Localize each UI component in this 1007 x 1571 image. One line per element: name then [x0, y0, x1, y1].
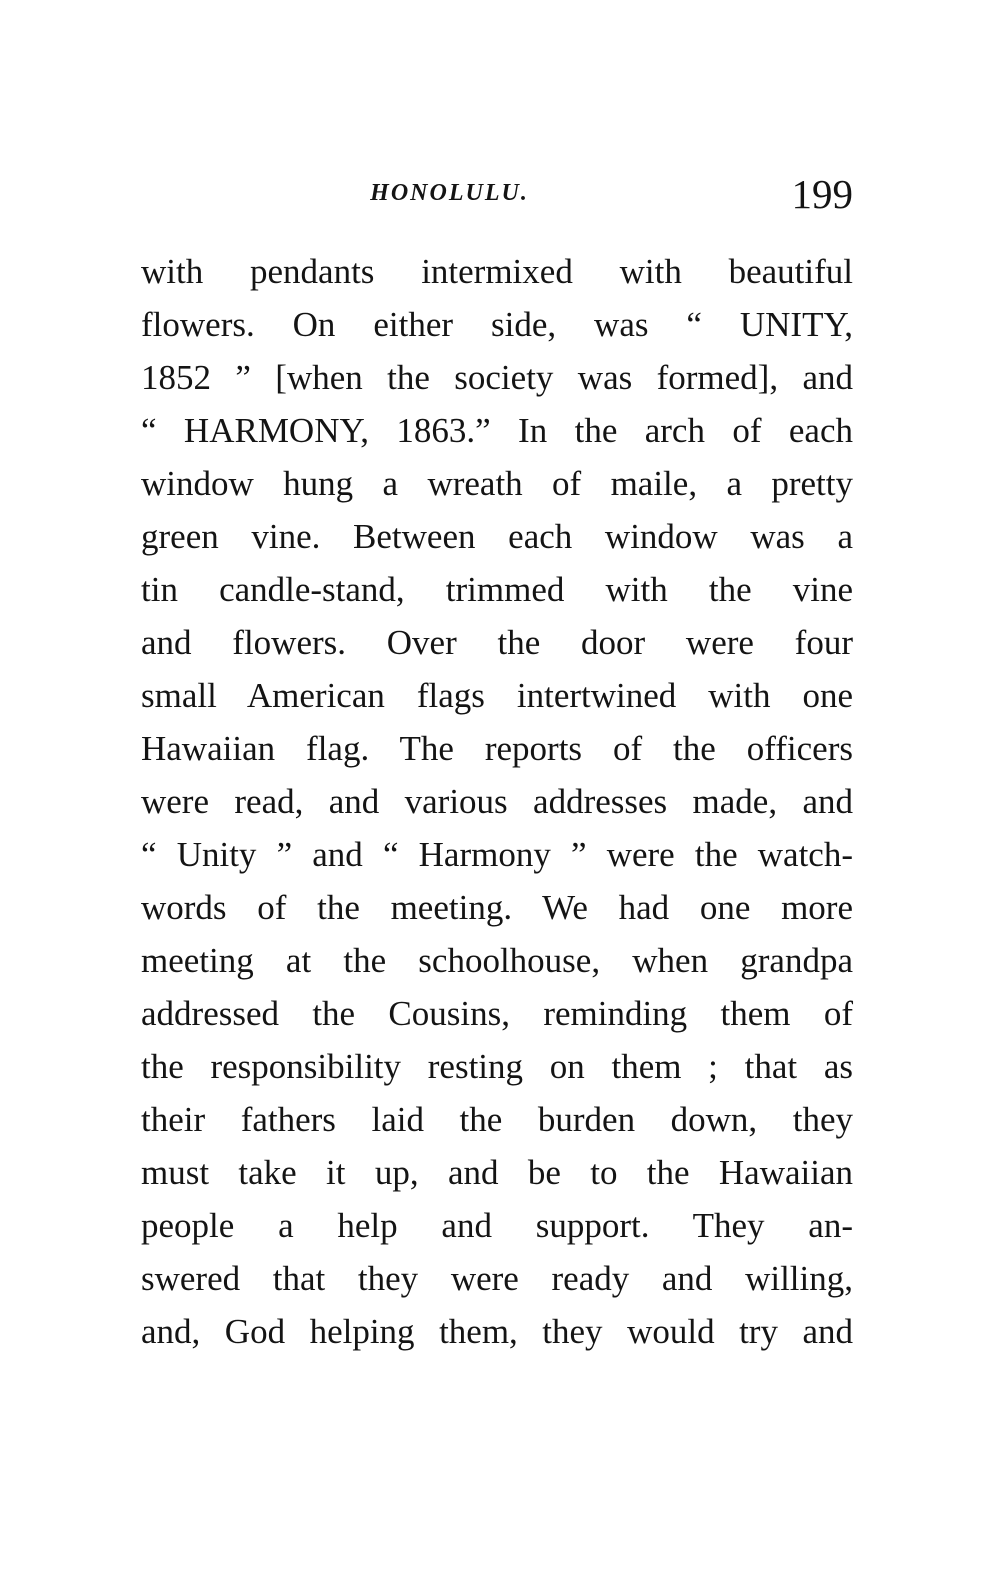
- page-number: 199: [791, 171, 853, 217]
- text-line: swered that they were ready and willing,: [141, 1259, 853, 1298]
- text-line: and flowers. Over the door were four: [141, 623, 853, 662]
- text-line: green vine. Between each window was a: [141, 517, 853, 556]
- text-line: addressed the Cousins, reminding them of: [141, 994, 853, 1033]
- running-title: HONOLULU.: [370, 180, 529, 206]
- text-line: with pendants intermixed with beautiful: [141, 252, 853, 291]
- body-text: [141, 245, 853, 1358]
- text-line: Hawaiian flag. The reports of the officers: [141, 729, 853, 768]
- text-line: meeting at the schoolhouse, when grandpa: [141, 941, 853, 980]
- text-line: must take it up, and be to the Hawaiian: [141, 1153, 853, 1192]
- text-line: words of the meeting. We had one more: [141, 888, 853, 927]
- text-line: small American flags intertwined with one: [141, 676, 853, 715]
- text-line: “ HARMONY, 1863.” In the arch of each: [141, 411, 853, 450]
- running-head: [141, 166, 853, 222]
- text-line: 1852 ” [when the society was formed], and: [141, 358, 853, 397]
- text-line: their fathers laid the burden down, they: [141, 1100, 853, 1139]
- text-line: tin candle-stand, trimmed with the vine: [141, 570, 853, 609]
- text-line: the responsibility resting on them ; that as: [141, 1047, 853, 1086]
- text-line: window hung a wreath of maile, a pretty: [141, 464, 853, 503]
- text-line: were read, and various addresses made, and: [141, 782, 853, 821]
- text-line: and, God helping them, they would try and: [141, 1312, 853, 1351]
- text-line: flowers. On either side, was “ UNITY,: [141, 305, 853, 344]
- text-line: “ Unity ” and “ Harmony ” were the watch-: [141, 835, 853, 874]
- text-line: people a help and support. They an-: [141, 1206, 853, 1245]
